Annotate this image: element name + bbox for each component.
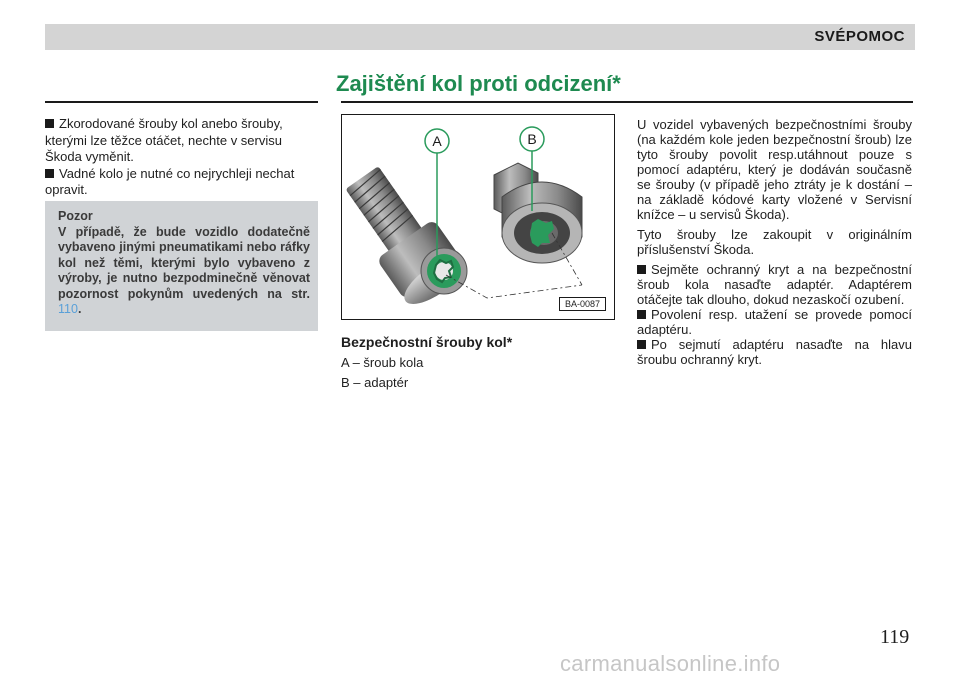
left-column xyxy=(45,116,320,199)
bullet-icon xyxy=(637,340,646,349)
page-number: 119 xyxy=(880,626,910,648)
paragraph-1: U vozidel vybavených bezpečnostními šrouby (na každém kole jeden bezpečnostní šroub) lze tyto šrouby povolit resp.utáhnout pouze s pomocí adaptéru, který je dodáván současně se šrouby (v případě jeho ztráty je k dostání – na základě kódové karty vložené v Servisní knížce – u servisů Škoda). xyxy=(637,117,912,222)
warning-text: V případě, že bude vozidlo dodatečně vybaveno jinými pneumatikami nebo ráfky kol než těmi, kterými bylo vybaveno z výroby, je nutno bezpodminečně věnovat pozornost pokynům uvedených na str. 110. xyxy=(58,224,310,316)
watermark: carmanualsonline.info xyxy=(560,651,781,676)
bolts-illustration xyxy=(342,115,614,319)
page-title: Zajištění kol proti odcizení* xyxy=(336,71,621,96)
bullet-icon xyxy=(637,310,646,319)
right-column xyxy=(637,117,912,367)
svg-text:B: B xyxy=(527,131,537,147)
caption-b: B – adaptér xyxy=(341,375,409,390)
adapter-b xyxy=(494,163,582,263)
left-bullet-2: Vadné kolo je nutné co nejrychleji nechat opravit. xyxy=(45,165,295,197)
wheel-bolt-a xyxy=(342,158,471,313)
bullet-icon xyxy=(45,119,54,128)
section-title: SVÉPOMOC xyxy=(814,28,905,45)
page-reference-link[interactable]: 110 xyxy=(58,302,78,316)
bullet-icon xyxy=(45,169,54,178)
svg-text:A: A xyxy=(432,133,442,149)
caption-title: Bezpečnostní šrouby kol* xyxy=(341,334,513,350)
header-band xyxy=(45,24,915,50)
paragraph-2: Tyto šrouby lze zakoupit v originálním příslušenství Škoda. xyxy=(637,227,912,257)
main-rule xyxy=(341,101,913,103)
bullet-icon xyxy=(637,265,646,274)
right-bullet-2: Povolení resp. utažení se provede pomocí adaptéru. xyxy=(637,307,912,337)
warning-heading: Pozor xyxy=(58,209,93,223)
left-rule xyxy=(45,101,318,103)
figure-security-bolts xyxy=(341,114,615,320)
right-bullet-1: Sejměte ochranný kryt a na bezpečnostní šroub kola nasaďte adaptér. Adaptérem otáčejte tak dlouho, dokud nezaskočí ozubení. xyxy=(637,262,912,307)
figure-code: BA-0087 xyxy=(559,297,606,311)
warning-box xyxy=(45,201,318,331)
caption-a: A – šroub kola xyxy=(341,355,424,370)
right-bullet-3: Po sejmutí adaptéru nasaďte na hlavu šroubu ochranný kryt. xyxy=(637,337,912,367)
left-bullet-1: Zkorodované šrouby kol anebo šrouby, kterými lze těžce otáčet, nechte v servisu Škoda vyměnit. xyxy=(45,116,283,164)
